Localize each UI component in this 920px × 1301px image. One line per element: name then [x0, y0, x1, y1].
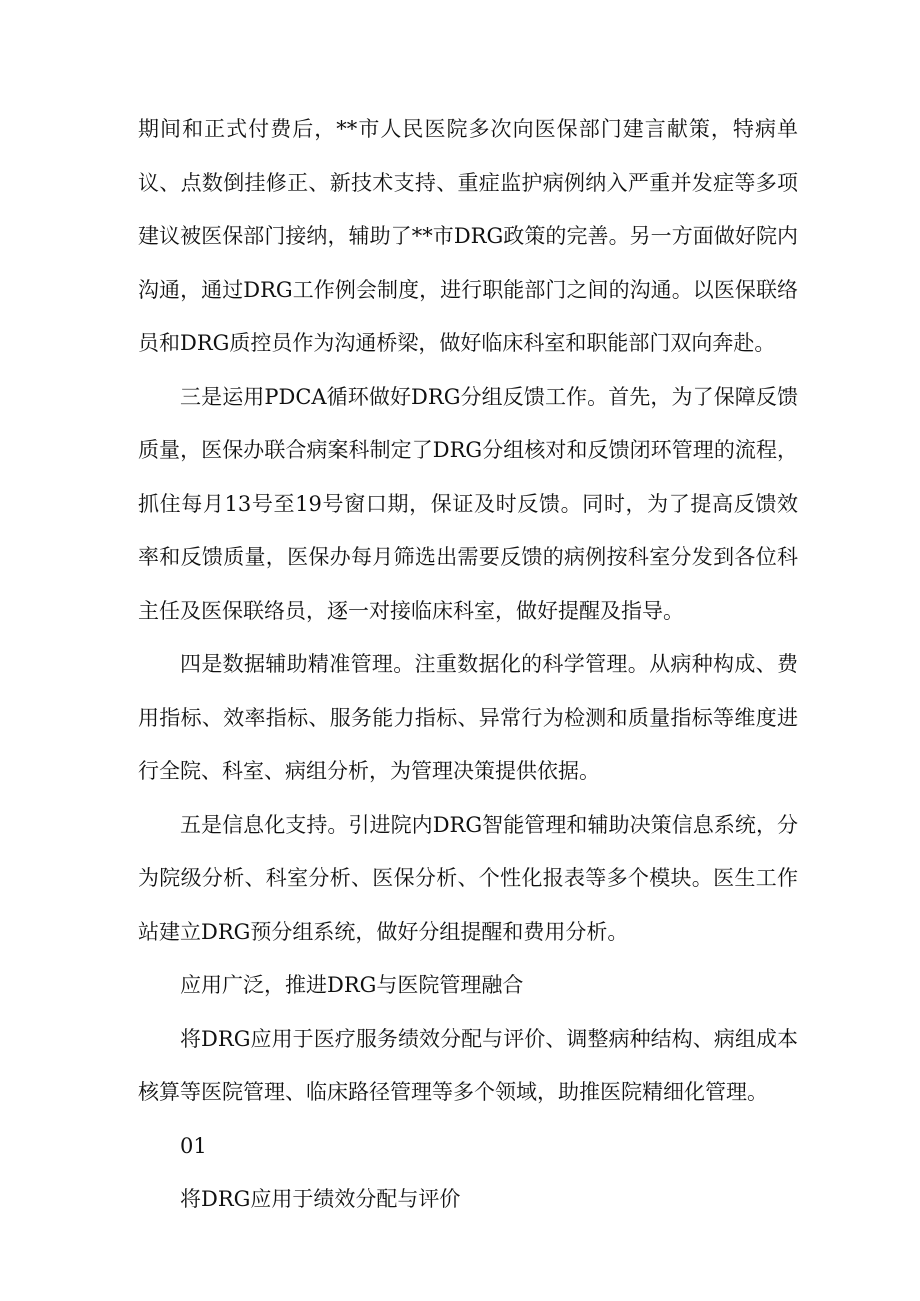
paragraph-pdca-feedback: 三是运用PDCA循环做好DRG分组反馈工作。首先，为了保障反馈质量，医保办联合病案科制定了DRG分组核对和反馈闭环管理的流程，抓住每月13号至19号窗口期，保证及时反馈。同时，为了提高反馈效率和反馈质量，医保办每月筛选出需要反馈的病例按科室分发到各位科主任及医保联络员，逐一对接临床科室，做好提醒及指导。 — [138, 384, 798, 623]
item-title: 将DRG应用于绩效分配与评价 — [180, 1187, 461, 1211]
document-body — [138, 103, 798, 1227]
paragraph-information-support: 五是信息化支持。引进院内DRG智能管理和辅助决策信息系统，分为院级分析、科室分析、医保分析、个性化报表等多个模块。医生工作站建立DRG预分组系统，做好分组提醒和费用分析。 — [138, 812, 798, 944]
paragraph-communication: 期间和正式付费后，**市人民医院多次向医保部门建言献策，特病单议、点数倒挂修正、新技术支持、重症监护病例纳入严重并发症等多项建议被医保部门接纳，辅助了**市DRG政策的完善。另一方面做好院内沟通，通过DRG工作例会制度，进行职能部门之间的沟通。以医保联络员和DRG质控员作为沟通桥梁，做好临床科室和职能部门双向奔赴。 — [138, 117, 798, 355]
paragraph-drg-application: 将DRG应用于医疗服务绩效分配与评价、调整病种结构、病组成本核算等医院管理、临床路径管理等多个领域，助推医院精细化管理。 — [138, 1026, 798, 1104]
section-heading: 应用广泛，推进DRG与医院管理融合 — [180, 973, 524, 997]
item-number: 01 — [180, 1133, 207, 1158]
paragraph-data-management: 四是数据辅助精准管理。注重数据化的科学管理。从病种构成、费用指标、效率指标、服务能力指标、异常行为检测和质量指标等维度进行全院、科室、病组分析，为管理决策提供依据。 — [138, 652, 798, 783]
